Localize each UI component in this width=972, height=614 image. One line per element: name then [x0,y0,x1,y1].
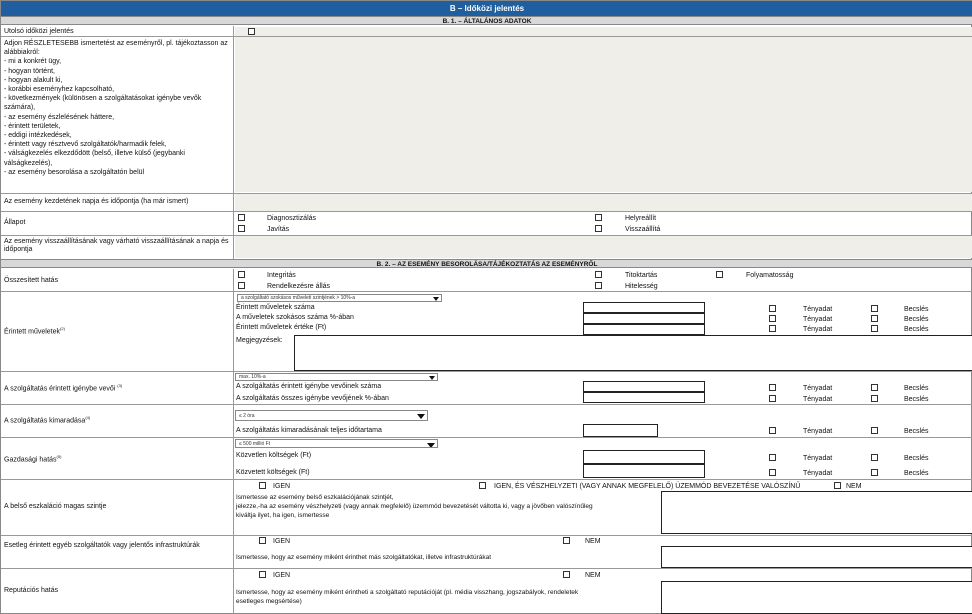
details-label: Adjon RÉSZLETESEBB ismertetést az eseményről, pl. tájékoztasson az alábbiakról: - mi a konkrét ügy, - hogyan történt, - hogyan alakult ki, - korábbi eseményhez kapcsolható, - következmények (különösen a szolgáltatásokat igénybe vevők számára), - az esemény észlelésének háttere, - érintett területek, - eddigi intézkedések, - érintett vagy résztvevő szolgáltatók/harmadik felek, - válságkezelés elkezdődött (belső, illetve külső (jegybanki válságkezelés), - az esemény besorolása a szolgáltatón belül [4,40,228,176]
escalation-no-checkbox[interactable] [834,482,841,489]
interim-report-label: Utolsó időközi jelentés [4,28,74,35]
affected-users-count-label: A szolgáltatás érintett igénybe vevőinek száma [236,383,382,390]
section-b2-header: B. 2. – AZ ESEMÉNY BESOROLÁSA/TÁJÉKOZTATÁS AZ ESEMÉNYRŐL [1,259,972,268]
b2-label-column [1,269,234,614]
chevron-down-icon [417,414,425,419]
economic-indirect-input[interactable] [583,464,705,478]
interim-report-checkbox[interactable] [248,28,255,35]
interim-report-cell [235,27,972,36]
affected-ops-notes-input[interactable] [294,335,972,371]
other-providers-yes-label: IGEN [273,538,291,545]
ops-count-fact-label: Tényadat [803,306,833,313]
ops-percent-estimate-checkbox[interactable] [871,315,878,322]
reputation-label: Reputációs hatás [4,587,59,594]
economic-label: Gazdasági hatás$^{(5)}$ [4,454,62,464]
escalation-input[interactable] [661,491,972,534]
escalation-yes-emergency-label: IGEN, ÉS VÉSZHELYZETI (VAGY ANNAK MEGFELELŐ) ÜZEMMÓD BEVEZETÉSE VALÓSZÍNŰ [494,483,801,490]
indirect-estimate-checkbox[interactable] [871,469,878,476]
ops-percent-estimate-label: Becslés [904,316,929,323]
affected-ops-dropdown[interactable]: a szolgáltató szokásos műveleti szintjének > 10%-a [237,294,442,302]
escalation-description: Ismertesse az esemény belső eszkalációjának szintjét, jelezze,-ha az esemény vészhelyzeti (vagy annak megfelelő) üzemmód bevezetését váltotta ki, vagy a jövőben valószínűleg kiváltja ilyet, ha igen, ismertesse [236,494,593,519]
indirect-estimate-label: Becslés [904,470,929,477]
direct-fact-label: Tényadat [803,455,833,462]
affected-users-dropdown[interactable]: max. 10%-a [235,373,438,381]
start-date-field[interactable] [235,194,972,211]
other-providers-label: Esetleg érintett egyéb szolgáltatók vagy jelentős infrastruktúrák [4,542,200,549]
reputation-no-checkbox[interactable] [563,571,570,578]
ops-value-estimate-checkbox[interactable] [871,325,878,332]
ops-value-fact-checkbox[interactable] [769,325,776,332]
other-providers-description: Ismertesse, hogy az esemény miként érinthet más szolgáltatókat, illetve infrastruktúrákat [236,554,492,561]
other-providers-no-checkbox[interactable] [563,537,570,544]
status-rollback-label: Visszaállítá [625,226,661,233]
form-title: B – Időközi jelentés [1,1,972,16]
other-providers-yes-checkbox[interactable] [259,537,266,544]
ops-percent-fact-label: Tényadat [803,316,833,323]
start-date-label: Az esemény kezdetének napja és időpontja (ha már ismert) [4,198,189,205]
affected-ops-percent-input[interactable] [583,313,705,324]
affected-ops-percent-label: A műveletek szokásos száma %-ában [236,314,354,321]
outage-duration-input[interactable] [583,424,658,437]
restore-date-label: Az esemény visszaállításának vagy várható visszaállításának a napja és időpontja [4,238,229,254]
affected-users-percent-label: A szolgáltatás összes igénybe vevőjének %-ában [236,395,389,402]
impact-integrity-checkbox[interactable] [238,271,245,278]
ops-value-fact-label: Tényadat [803,326,833,333]
reputation-yes-checkbox[interactable] [259,571,266,578]
escalation-yes-label: IGEN [273,483,291,490]
affected-ops-label: Érintett műveletek$^{(2)}$ [4,326,65,336]
affected-ops-notes-label: Megjegyzések: [236,337,283,344]
outage-fact-label: Tényadat [803,428,833,435]
status-restore-label: Helyreállít [625,215,657,222]
impact-confidentiality-checkbox[interactable] [595,271,602,278]
other-providers-no-label: NEM [585,538,601,545]
impact-availability-label: Rendelkezésre állás [267,283,331,290]
escalation-label: A belső eszkaláció magas szintje [4,503,107,510]
ops-percent-fact-checkbox[interactable] [769,315,776,322]
impact-continuity-checkbox[interactable] [716,271,723,278]
reputation-yes-label: IGEN [273,572,291,579]
indirect-fact-checkbox[interactable] [769,469,776,476]
reputation-description: Ismertesse, hogy az esemény miként érintheti a szolgáltató reputációját (pl. média visszhang, jogszabályok, rendeletek esetleges megsértése) [236,589,579,605]
chevron-down-icon [427,443,435,448]
users-percent-estimate-label: Becslés [904,396,929,403]
outage-estimate-label: Becslés [904,428,929,435]
status-restore-checkbox[interactable] [595,214,602,221]
impact-availability-checkbox[interactable] [238,282,245,289]
status-rollback-checkbox[interactable] [595,225,602,232]
ops-count-estimate-checkbox[interactable] [871,305,878,312]
outage-estimate-checkbox[interactable] [871,427,878,434]
affected-ops-count-input[interactable] [583,302,705,313]
chevron-down-icon [433,297,439,301]
status-diagnose-label: Diagnosztizálás [267,215,317,222]
restore-date-field[interactable] [235,236,972,258]
impact-integrity-label: Integritás [267,272,296,279]
status-repair-checkbox[interactable] [238,225,245,232]
other-providers-input[interactable] [661,546,972,568]
direct-estimate-checkbox[interactable] [871,454,878,461]
escalation-yes-checkbox[interactable] [259,482,266,489]
users-count-fact-checkbox[interactable] [769,384,776,391]
users-percent-estimate-checkbox[interactable] [871,395,878,402]
affected-users-percent-input[interactable] [583,392,705,403]
impact-continuity-label: Folyamatosság [746,272,794,279]
reputation-no-label: NEM [585,572,601,579]
users-count-estimate-label: Becslés [904,385,929,392]
outage-fact-checkbox[interactable] [769,427,776,434]
escalation-no-label: NEM [846,483,862,490]
status-repair-label: Javítás [267,226,290,233]
overall-impact-label: Összesített hatás [4,277,59,284]
section-b1-header: B. 1. – ÁLTALÁNOS ADATOK [1,16,972,25]
outage-dropdown[interactable]: ≤ 2 óra [235,410,428,421]
chevron-down-icon [429,376,435,380]
ops-count-fact-checkbox[interactable] [769,305,776,312]
users-count-estimate-checkbox[interactable] [871,384,878,391]
escalation-yes-emergency-checkbox[interactable] [479,482,486,489]
impact-confidentiality-label: Titoktartás [625,272,658,279]
status-label: Állapot [4,219,26,226]
users-percent-fact-checkbox[interactable] [769,395,776,402]
affected-users-label: A szolgáltatás érintett igénybe vevői $^{(3)}$ [4,383,123,393]
users-percent-fact-label: Tényadat [803,396,833,403]
direct-fact-checkbox[interactable] [769,454,776,461]
economic-direct-input[interactable] [583,450,705,464]
outage-label: A szolgáltatás kimaradása$^{(4)}$ [4,415,91,425]
impact-authenticity-label: Hitelesség [625,283,658,290]
impact-authenticity-checkbox[interactable] [595,282,602,289]
ops-value-estimate-label: Becslés [904,326,929,333]
ops-count-estimate-label: Becslés [904,306,929,313]
economic-dropdown[interactable]: ≤ 500 millió Ft [235,439,438,448]
affected-users-count-input[interactable] [583,381,705,392]
economic-indirect-label: Közvetett költségek (Ft) [236,469,310,476]
indirect-fact-label: Tényadat [803,470,833,477]
affected-ops-count-label: Érintett műveletek száma [236,304,315,311]
outage-duration-label: A szolgáltatás kimaradásának teljes időtartama [236,427,382,434]
affected-ops-value-label: Érintett műveletek értéke (Ft) [236,324,327,331]
status-diagnose-checkbox[interactable] [238,214,245,221]
reputation-input[interactable] [661,581,972,614]
affected-ops-value-input[interactable] [583,324,705,335]
direct-estimate-label: Becslés [904,455,929,462]
details-textarea[interactable] [235,37,972,192]
users-count-fact-label: Tényadat [803,385,833,392]
economic-direct-label: Közvetlen költségek (Ft) [236,452,312,459]
